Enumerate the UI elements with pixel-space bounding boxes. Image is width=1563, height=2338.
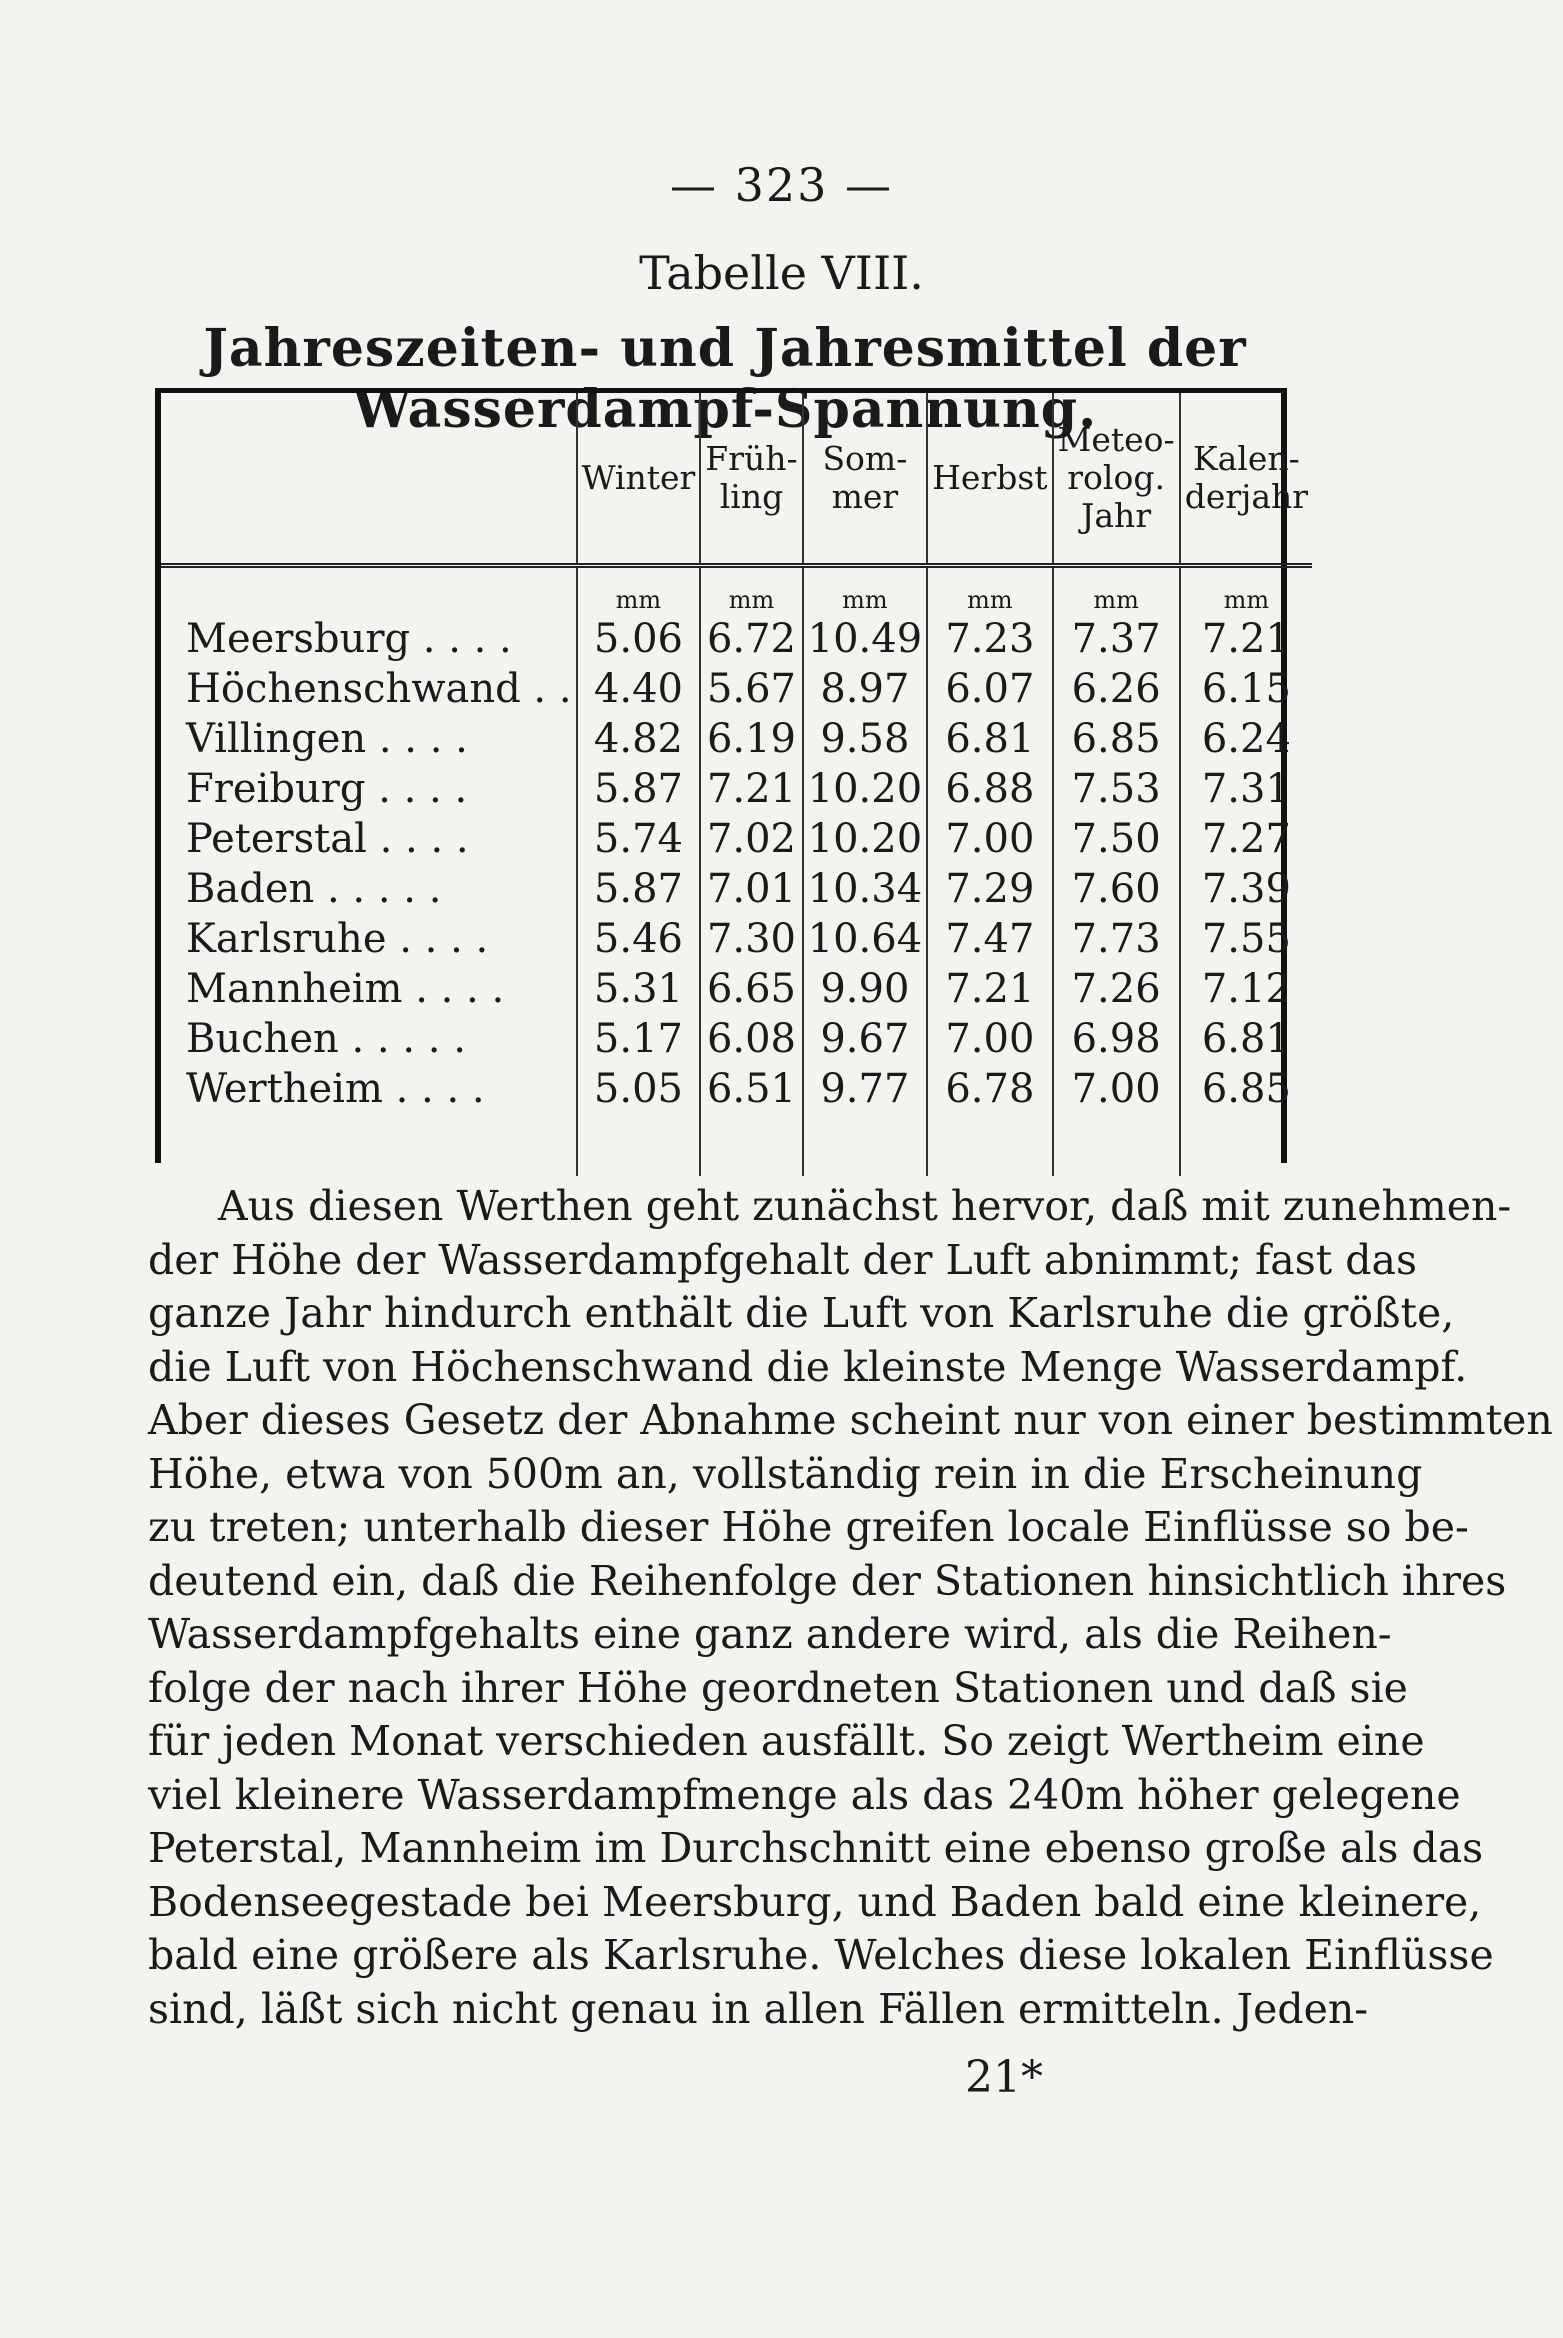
- table-cell: 7.27: [1180, 814, 1312, 864]
- unit-label: mm: [927, 566, 1052, 615]
- table-header-row: [161, 393, 1312, 566]
- table-cell: 8.97: [803, 664, 928, 714]
- header-summer: Som- mer: [803, 393, 928, 566]
- table-cell: 6.24: [1180, 714, 1312, 764]
- table-cell: 7.00: [927, 1014, 1052, 1064]
- table-cell: 7.55: [1180, 914, 1312, 964]
- text-line: die Luft von Höchenschwand die kleinste Menge Wasserdampf.: [148, 1342, 1468, 1391]
- table-cell: 9.67: [803, 1014, 928, 1064]
- table-row: [161, 914, 1312, 964]
- table-row: [161, 1014, 1312, 1064]
- table-cell: 10.34: [803, 864, 928, 914]
- text-line: deutend ein, daß die Reihenfolge der Stationen hinsichtlich ihres: [148, 1556, 1507, 1605]
- spacer-cell: [577, 1114, 701, 1176]
- page-number: — 323 —: [669, 158, 894, 212]
- text-line: ganze Jahr hindurch enthält die Luft von Karlsruhe die größte,: [148, 1289, 1455, 1337]
- table-cell: 6.88: [927, 764, 1052, 814]
- table-row: [161, 664, 1312, 714]
- table-cell: 10.49: [803, 614, 928, 664]
- table-cell: 4.82: [577, 714, 701, 764]
- table-cell: 6.81: [1180, 1014, 1312, 1064]
- spacer-cell: [161, 1114, 577, 1176]
- table-cell: 7.31: [1180, 764, 1312, 814]
- table-row: [161, 1064, 1312, 1114]
- table-cell: 5.05: [577, 1064, 701, 1114]
- header-autumn: Herbst: [927, 393, 1052, 566]
- unit-label: mm: [577, 566, 701, 615]
- table-cell: 6.72: [700, 614, 802, 664]
- data-table: [155, 388, 1309, 1163]
- table-cell: 7.37: [1053, 614, 1180, 664]
- station-name: Buchen . . . . .: [186, 1016, 466, 1062]
- text-line: für jeden Monat verschieden ausfällt. So zeigt Wertheim eine: [148, 1717, 1425, 1765]
- text-line: Höhe, etwa von 500m an, vollständig rein in die Erscheinung: [148, 1449, 1423, 1498]
- table-cell: 9.58: [803, 714, 928, 764]
- table-cell: 10.20: [803, 764, 928, 814]
- table-cell: 10.20: [803, 814, 928, 864]
- table-cell: 5.31: [577, 964, 701, 1014]
- station-name: Karlsruhe . . . .: [186, 916, 489, 962]
- table-cell: 7.21: [1180, 614, 1312, 664]
- table-row: [161, 864, 1312, 914]
- table-cell: 4.40: [577, 664, 701, 714]
- table-cell: 10.64: [803, 914, 928, 964]
- table-row: [161, 814, 1312, 864]
- text-line: folge der nach ihrer Höhe geordneten Stationen und daß sie: [148, 1663, 1408, 1712]
- header-station: [161, 393, 577, 566]
- unit-label: mm: [1180, 566, 1312, 615]
- text-line: Aber dieses Gesetz der Abnahme scheint nur von einer bestimmten: [148, 1396, 1553, 1444]
- text-line: zu treten; unterhalb dieser Höhe greifen locale Einflüsse so be-: [148, 1503, 1469, 1551]
- table-cell: 5.67: [700, 664, 802, 714]
- header-meteorological-year: Meteo- rolog. Jahr: [1053, 393, 1180, 566]
- spacer-cell: [1053, 1114, 1180, 1176]
- table-cell: 6.85: [1180, 1064, 1312, 1114]
- table-cell: 7.39: [1180, 864, 1312, 914]
- text-line: viel kleinere Wasserdampfmenge als das 240m höher gelegene: [148, 1770, 1461, 1819]
- station-name: Wertheim . . . .: [186, 1066, 485, 1112]
- table-cell: 6.98: [1053, 1014, 1180, 1064]
- table-row: [161, 714, 1312, 764]
- text-line: sind, läßt sich nicht genau in allen Fällen ermitteln. Jeden-: [148, 1984, 1369, 2033]
- table-cell: 7.53: [1053, 764, 1180, 814]
- table-cell: 9.77: [803, 1064, 928, 1114]
- header-spring: Früh- ling: [700, 393, 802, 566]
- table-cell: 5.87: [577, 764, 701, 814]
- station-name: Höchenschwand . .: [186, 666, 572, 712]
- table-cell: 5.06: [577, 614, 701, 664]
- table-row: [161, 764, 1312, 814]
- station-name: Villingen . . . .: [186, 716, 468, 762]
- table-cell: 6.65: [700, 964, 802, 1014]
- signature-mark: 21*: [965, 2052, 1043, 2103]
- table-cell: 6.26: [1053, 664, 1180, 714]
- table-cell: 7.02: [700, 814, 802, 864]
- text-line: Bodenseegestade bei Meersburg, und Baden bald eine kleinere,: [148, 1877, 1482, 1926]
- header-calendar-year: Kalen- derjahr: [1180, 393, 1312, 566]
- table-cell: 7.21: [700, 764, 802, 814]
- table-cell: 7.23: [927, 614, 1052, 664]
- station-name: Meersburg . . . .: [186, 616, 512, 662]
- station-name: Freiburg . . . .: [186, 766, 468, 812]
- table-cell: 7.50: [1053, 814, 1180, 864]
- table-label: Tabelle VIII.: [639, 246, 924, 300]
- table-spacer-row: [161, 1114, 1312, 1176]
- table-cell: 7.60: [1053, 864, 1180, 914]
- unit-label: mm: [700, 566, 802, 615]
- spacer-cell: [700, 1114, 802, 1176]
- table-cell: 7.00: [927, 814, 1052, 864]
- table-cell: 7.30: [700, 914, 802, 964]
- spacer-cell: [927, 1114, 1052, 1176]
- table-cell: 7.29: [927, 864, 1052, 914]
- table-cell: 6.51: [700, 1064, 802, 1114]
- table-cell: 6.07: [927, 664, 1052, 714]
- table-cell: 6.15: [1180, 664, 1312, 714]
- table-cell: 9.90: [803, 964, 928, 1014]
- table-cell: 5.46: [577, 914, 701, 964]
- header-winter: Winter: [577, 393, 701, 566]
- table-cell: 5.74: [577, 814, 701, 864]
- table-row: [161, 964, 1312, 1014]
- text-line: Peterstal, Mannheim im Durchschnitt eine ebenso große als das: [148, 1824, 1484, 1872]
- table-cell: 6.08: [700, 1014, 802, 1064]
- spacer-cell: [803, 1114, 928, 1176]
- table-title: Jahreszeiten- und Jahresmittel der Wasserdampf-Spannung.: [203, 318, 1247, 440]
- unit-label: mm: [1053, 566, 1180, 615]
- table-cell: 7.21: [927, 964, 1052, 1014]
- table-cell: 7.26: [1053, 964, 1180, 1014]
- table-cell: 7.73: [1053, 914, 1180, 964]
- unit-label: mm: [803, 566, 928, 615]
- table-cell: 6.78: [927, 1064, 1052, 1114]
- station-name: Baden . . . . .: [186, 866, 442, 912]
- table-cell: 6.85: [1053, 714, 1180, 764]
- table-cell: 7.12: [1180, 964, 1312, 1014]
- text-line: bald eine größere als Karlsruhe. Welches diese lokalen Einflüsse: [148, 1931, 1494, 1979]
- station-name: Peterstal . . . .: [186, 816, 469, 862]
- table-cell: 7.01: [700, 864, 802, 914]
- body-paragraph: [148, 1180, 1553, 2036]
- table-cell: 5.17: [577, 1014, 701, 1064]
- table-cell: 7.00: [1053, 1064, 1180, 1114]
- table-row: [161, 614, 1312, 664]
- text-line: Wasserdampfgehalts eine ganz andere wird, als die Reihen-: [148, 1610, 1392, 1658]
- table-cell: 6.81: [927, 714, 1052, 764]
- text-line: Aus diesen Werthen geht zunächst hervor, daß mit zunehmen-: [218, 1182, 1512, 1230]
- table-cell: 7.47: [927, 914, 1052, 964]
- spacer-cell: [1180, 1114, 1312, 1176]
- station-name: Mannheim . . . .: [186, 966, 505, 1012]
- table-cell: 5.87: [577, 864, 701, 914]
- table-cell: 6.19: [700, 714, 802, 764]
- text-line: der Höhe der Wasserdampfgehalt der Luft abnimmt; fast das: [148, 1235, 1417, 1284]
- units-row: [161, 566, 1312, 615]
